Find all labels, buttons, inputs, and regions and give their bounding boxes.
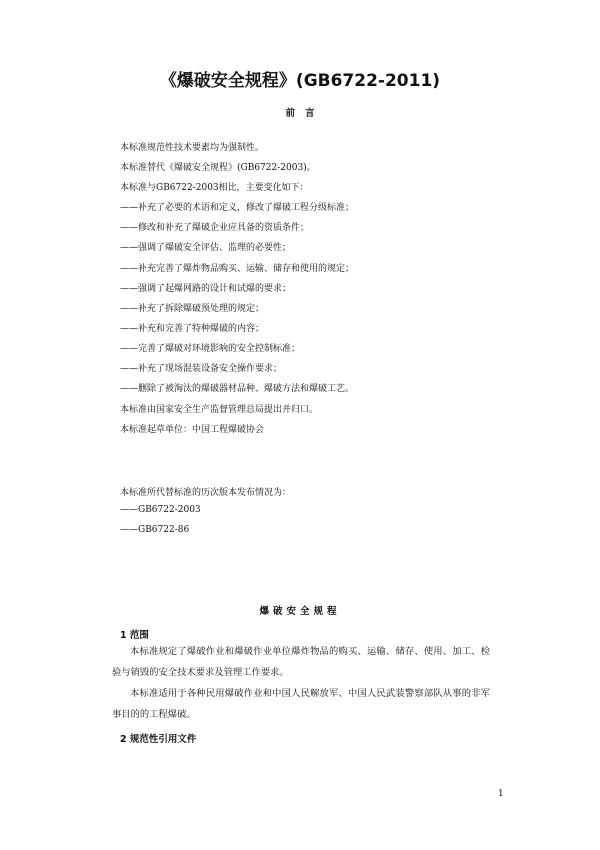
history-item: ——GB6722-2003	[120, 505, 201, 515]
change-item: ——补充了现场混装设备安全操作要求；	[120, 364, 283, 374]
section-title: 爆破安全规程	[259, 606, 341, 617]
drafting-unit: 本标准起草单位：中国工程爆破协会	[120, 425, 265, 435]
change-item: ——补充了必要的术语和定义，修改了爆破工程分级标准；	[120, 203, 355, 213]
paragraph: 本标准适用于各种民用爆破作业和中国人民解放军、中国人民武装警察部队从事的非军事目的的工程爆破。	[112, 688, 490, 720]
change-item: ——修改和补充了爆破企业应具备的资质条件；	[120, 223, 310, 233]
change-item: ——补充和完善了特种爆破的内容；	[120, 324, 265, 334]
change-item: ——删除了被淘汰的爆破器材品种、爆破方法和爆破工艺。	[120, 384, 355, 394]
foreword-line: 本标准与GB6722-2003相比，主要变化如下：	[120, 183, 309, 193]
page-number: 1	[498, 789, 504, 799]
foreword-line: 本标准规范性技术要素均为强制性。	[120, 143, 265, 153]
section-heading: 2 规范性引用文件	[120, 734, 197, 745]
section-heading: 1 范围	[120, 630, 149, 641]
change-item: ——补充了拆除爆破预处理的规定；	[120, 304, 265, 314]
history-item: ——GB6722-86	[120, 525, 190, 535]
document-title: 《爆破安全规程》(GB6722-2011)	[159, 71, 441, 91]
foreword-line: 本标准替代《爆破安全规程》(GB6722-2003)。	[120, 163, 316, 173]
paragraph: 本标准规定了爆破作业和爆破作业单位爆炸物品的购买、运输、储存、使用、加工、检验与销毁的安全技术要求及管理工作要求。	[112, 646, 490, 678]
change-item: ——强调了起爆网路的设计和试爆的要求；	[120, 284, 292, 294]
history-intro: 本标准所代替标准的历次版本发布情况为：	[120, 488, 292, 498]
change-item: ——补充完善了爆炸物品购买、运输、储存和使用的规定；	[120, 264, 355, 274]
change-item: ——完善了爆破对环境影响的安全控制标准；	[120, 344, 301, 354]
foreword-heading: 前言	[285, 108, 325, 119]
change-item: ——强调了爆破安全评估、监理的必要性；	[120, 243, 292, 253]
foreword-line: 本标准由国家安全生产监督管理总局提出并归口。	[120, 405, 319, 415]
